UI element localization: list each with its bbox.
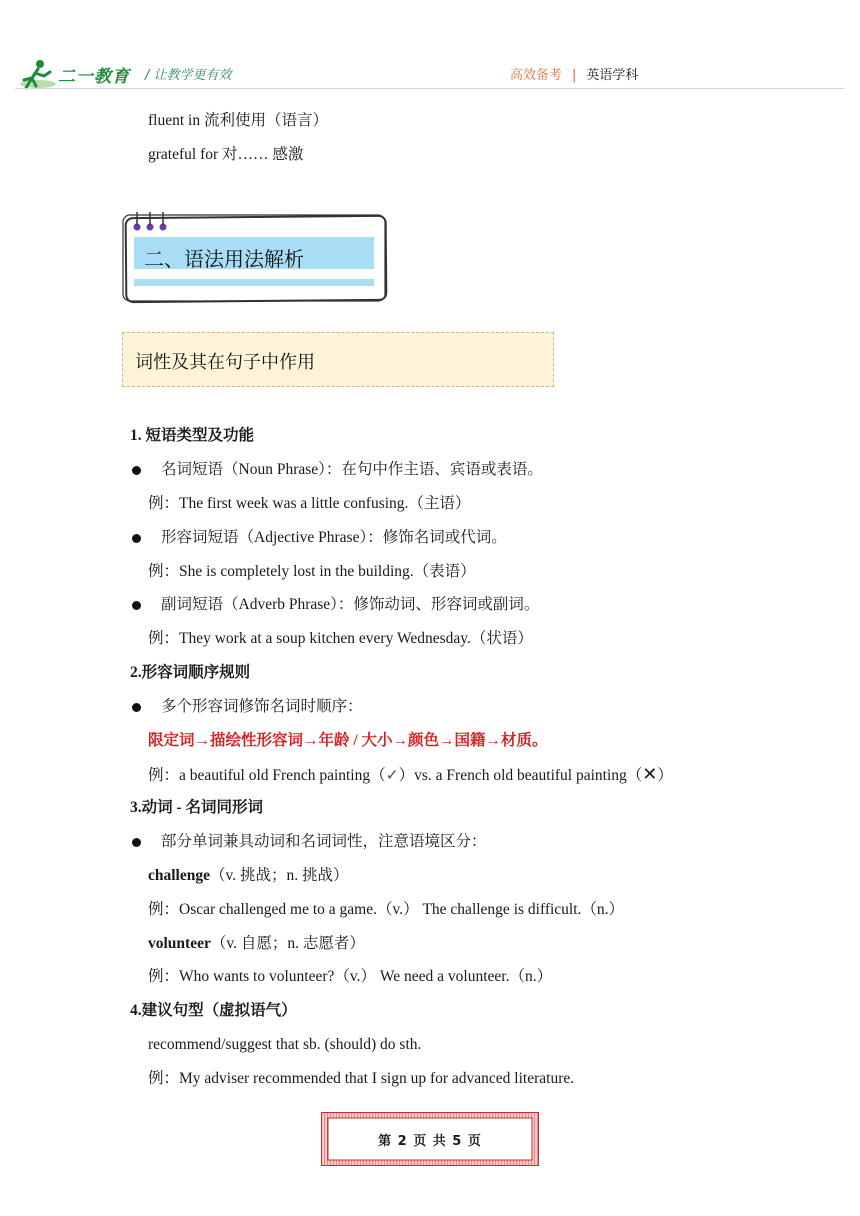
- bullet-text: 副词短语（Adverb Phrase）：修饰动词、形容词或副词。: [161, 596, 540, 613]
- page-number: 第 2 页 共 5 页: [378, 1134, 482, 1149]
- vocab-item: grateful for 对…… 感激: [148, 146, 304, 163]
- heading-2: 2.形容词顺序规则: [130, 664, 251, 681]
- bullet: [132, 703, 141, 712]
- header-tag-2: 英语学科: [586, 68, 639, 83]
- example-part: 例：a beautiful old French painting（: [148, 767, 386, 784]
- pattern: recommend/suggest that sb. (should) do sth.: [148, 1036, 422, 1053]
- check-icon: ✓: [385, 766, 399, 784]
- heading-4: 4.建议句型（虚拟语气）: [130, 1002, 297, 1019]
- bullet: [132, 534, 141, 543]
- header-tag-1: 高效备考: [510, 68, 563, 83]
- adjective-order-rule: 限定词→描绘性形容词→年龄 / 大小→颜色→国籍→材质。: [148, 732, 548, 749]
- example: 例：Who wants to volunteer?（v.） We need a volunteer.（n.）: [148, 968, 553, 985]
- word-entry: [148, 934, 365, 954]
- bullet: [132, 601, 141, 610]
- bullet-text: 部分单词兼具动词和名词词性，注意语境区分：: [161, 833, 487, 850]
- example: 例：Oscar challenged me to a game.（v.） The challenge is difficult.（n.）: [148, 901, 625, 918]
- bullet-text: 名词短语（Noun Phrase）：在句中作主语、宾语或表语。: [161, 461, 543, 478]
- header-separator: |: [572, 68, 577, 83]
- example: [148, 765, 673, 786]
- example: 例：The first week was a little confusing.（主语）: [148, 495, 471, 512]
- heading-3: 3.动词 - 名词同形词: [130, 799, 264, 816]
- example: 例：They work at a soup kitchen every Wednesday.（状语）: [148, 630, 533, 647]
- bullet: [132, 466, 141, 475]
- bullet-text: 形容词短语（Adjective Phrase）：修饰名词或代词。: [161, 529, 507, 546]
- topic-title: 词性及其在句子中作用: [135, 352, 315, 373]
- example: 例：My adviser recommended that I sign up for advanced literature.: [148, 1070, 575, 1087]
- bullet: [132, 838, 141, 847]
- header-subject: [510, 64, 638, 83]
- vocab-item: fluent in 流利使用（语言）: [148, 112, 328, 129]
- header-divider: [15, 88, 845, 89]
- example-part: ）: [657, 767, 673, 784]
- example-part: ）vs. a French old beautiful painting（: [398, 767, 643, 784]
- word-definition: （v. 自愿；n. 志愿者）: [210, 935, 365, 952]
- logo-text: 二一教育: [58, 67, 130, 87]
- word: volunteer: [148, 935, 211, 952]
- section-title: 二、语法用法解析: [144, 247, 304, 271]
- word-definition: （v. 挑战；n. 挑战）: [210, 867, 349, 884]
- slogan: / 让教学更有效: [145, 68, 232, 83]
- word-entry: [148, 866, 349, 886]
- bullet-text: 多个形容词修饰名词时顺序：: [161, 698, 363, 715]
- heading-1: 1. 短语类型及功能: [130, 427, 255, 444]
- example: 例：She is completely lost in the building.（表语）: [148, 563, 476, 580]
- cross-icon: ✕: [642, 764, 658, 785]
- word: challenge: [148, 867, 210, 884]
